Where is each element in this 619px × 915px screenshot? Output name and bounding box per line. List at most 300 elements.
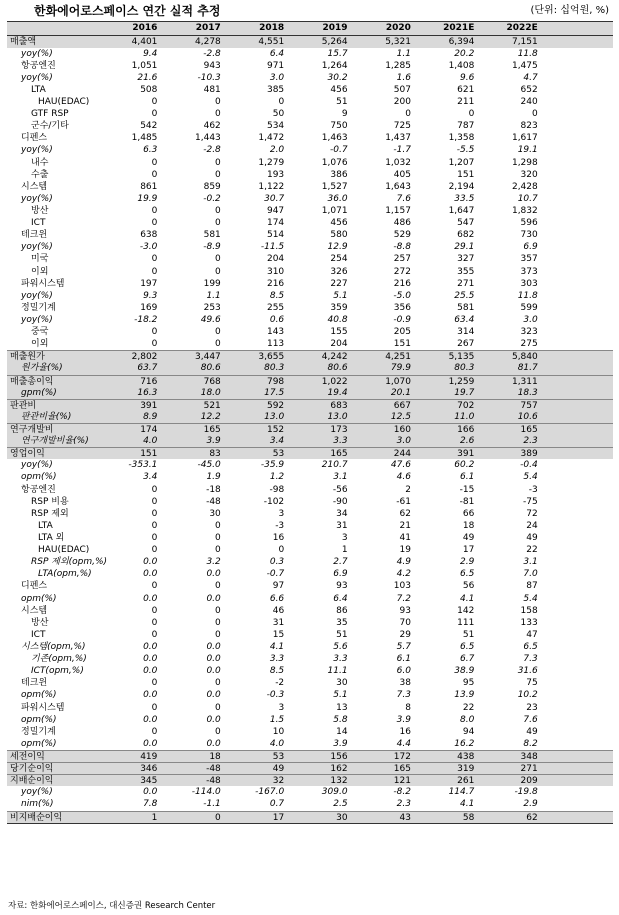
value-cell: 0 [215,605,221,616]
row-label: yoy(%) [21,787,53,798]
value-cell: 5.4 [523,472,538,483]
page-title: 한화에어로스페이스 연간 실적 추정 [34,4,221,18]
value-cell: 9 [341,109,348,120]
row-label: 방산 [31,617,49,628]
value-cell: 8.5 [269,290,285,301]
value-cell: 0 [151,702,158,713]
value-cell: 49.6 [200,315,221,326]
value-cell: 0.0 [206,593,221,604]
value-cell: -2 [275,678,285,689]
row-label: yoy(%) [21,315,53,326]
value-cell: 10.6 [517,411,538,422]
value-cell: 0 [215,545,221,556]
value-cell: 33.5 [454,193,475,204]
table-row [7,169,613,181]
value-cell: -3 [528,484,538,495]
value-cell: 62 [399,508,411,519]
value-cell: 3.9 [206,436,221,447]
value-cell: 38 [399,678,411,689]
value-cell: 2,428 [511,181,538,192]
value-cell: 0.0 [143,569,158,580]
row-label: 지배순이익 [10,776,54,787]
value-cell: 3.4 [143,472,158,483]
value-cell: 9.4 [143,48,158,59]
value-cell: 0.0 [206,666,221,677]
row-label: opm(%) [21,690,57,701]
table-row [7,144,613,156]
value-cell: 0.0 [143,641,158,652]
value-cell: -3.0 [139,242,158,253]
value-cell: 160 [393,425,411,435]
value-cell: -2.8 [203,145,221,156]
value-cell: 267 [457,339,475,350]
value-cell: 261 [457,776,475,787]
value-cell: 861 [140,181,158,192]
value-cell: 0 [151,218,158,229]
table-row [7,290,613,302]
table-row [7,60,613,72]
value-cell: 271 [457,278,475,289]
row-label: 연구개발비 [10,425,54,435]
row-label: LTA 외 [38,532,65,543]
value-cell: 1 [341,545,348,556]
value-cell: 599 [520,302,538,313]
row-label: 군수/기타 [31,121,69,132]
value-cell: 16 [399,726,411,737]
value-cell: 43 [399,812,411,823]
value-cell: 4,401 [131,36,158,47]
value-cell: 29 [399,629,411,640]
value-cell: 0 [151,605,158,616]
value-cell: 80.6 [327,363,348,374]
table-row [7,750,613,762]
value-cell: 529 [393,230,411,241]
value-cell: -18.2 [134,315,158,326]
value-cell: 4.0 [269,738,285,749]
value-cell: 11.0 [454,411,475,422]
value-cell: 456 [330,218,348,229]
value-cell: 1,157 [385,206,411,217]
value-cell: -102 [263,496,285,507]
row-label: 매출액 [10,36,37,47]
value-cell: 0 [151,532,158,543]
value-cell: 3 [278,702,285,713]
value-cell: 1,475 [511,60,538,71]
value-cell: 9.3 [143,290,158,301]
row-label: yoy(%) [21,145,53,156]
value-cell: 244 [393,449,411,460]
value-cell: 481 [203,84,221,95]
value-cell: 0 [151,617,158,628]
value-cell: 6.9 [333,569,348,580]
value-cell: 63.4 [454,315,475,326]
value-cell: -11.5 [260,242,285,253]
header-year: 2022E [506,23,538,33]
value-cell: 385 [266,84,285,95]
value-cell: 0 [151,339,158,350]
value-cell: 81.7 [517,363,538,374]
value-cell: 211 [457,97,475,108]
value-cell: 62 [526,812,538,823]
value-cell: 2,802 [131,352,158,363]
row-label: LTA(opm,%) [38,569,92,580]
row-label: yoy(%) [21,242,53,253]
value-cell: 8.9 [143,411,158,422]
value-cell: 1,437 [385,133,411,144]
table-row [7,556,613,568]
row-label: 파워시스템 [21,278,65,289]
value-cell: 152 [266,425,285,435]
value-cell: 3.3 [333,436,348,447]
value-cell: 151 [140,449,158,460]
value-cell: 113 [266,339,285,350]
value-cell: 1,285 [385,60,411,71]
value-cell: -90 [332,496,348,507]
value-cell: 7,151 [511,36,538,47]
value-cell: 7.2 [396,593,411,604]
value-cell: 19.9 [137,193,158,204]
value-cell: 155 [330,327,348,338]
value-cell: -8.9 [203,242,221,253]
table-row [7,108,613,120]
table-row [7,786,613,798]
value-cell: -3 [275,520,285,531]
value-cell: 10.2 [517,690,538,701]
value-cell: 56 [462,581,475,592]
value-cell: 638 [140,230,158,241]
value-cell: 1,643 [385,181,411,192]
row-label: RSP 제외 [31,508,69,519]
value-cell: 17 [272,812,285,823]
value-cell: 0 [215,169,221,180]
value-cell: 8.2 [523,738,538,749]
row-label: 정밀기계 [21,726,56,737]
value-cell: 60.2 [454,460,475,471]
table-row [7,629,613,641]
value-cell: 1,259 [448,376,475,387]
value-cell: 581 [203,230,221,241]
value-cell: 592 [266,400,285,411]
value-cell: 49 [526,726,538,737]
value-cell: 151 [393,339,411,350]
value-cell: 165 [520,425,538,435]
value-cell: 3.4 [269,436,285,447]
value-cell: 36.0 [327,193,348,204]
row-label: 판관비 [10,400,37,411]
header-year: 2020 [385,23,411,33]
value-cell: -61 [396,496,411,507]
value-cell: 508 [140,84,158,95]
value-cell: 0.0 [143,666,158,677]
value-cell: 534 [266,121,285,132]
value-cell: 0 [215,726,221,737]
row-label: 원가율(%) [21,363,63,374]
value-cell: 70 [399,617,411,628]
value-cell: 1,443 [195,133,221,144]
value-cell: 6.3 [143,145,158,156]
value-cell: 1.5 [269,714,285,725]
value-cell: 20.1 [390,387,411,398]
value-cell: 3,655 [258,352,285,363]
value-cell: 0 [151,254,158,265]
value-cell: 216 [266,278,285,289]
value-cell: 0 [215,109,221,120]
value-cell: 0 [215,97,221,108]
table-row [7,302,613,314]
value-cell: 1,207 [448,157,475,168]
table-row [7,132,613,144]
value-cell: 8.0 [460,714,475,725]
row-label: 디펜스 [21,133,48,144]
value-cell: -81 [459,496,475,507]
value-cell: 94 [462,726,475,737]
value-cell: 373 [520,266,538,277]
value-cell: 46 [272,605,285,616]
row-label: opm(%) [21,472,57,483]
table-row [7,471,613,483]
value-cell: 24 [526,520,538,531]
value-cell: 4.1 [460,799,475,810]
value-cell: 18.3 [517,387,538,398]
value-cell: 787 [457,121,475,132]
value-cell: 386 [330,169,348,180]
value-cell: 5.1 [333,690,348,701]
row-label: 항공엔진 [21,60,56,71]
value-cell: 798 [266,376,285,387]
value-cell: 31 [336,520,348,531]
row-label: 시스템 [21,605,48,616]
value-cell: 346 [140,764,158,775]
value-cell: 97 [272,581,285,592]
unit-note: (단위: 십억원, %) [530,5,609,16]
value-cell: 32 [272,776,285,787]
value-cell: 0 [405,109,411,120]
row-label: 비지배순이익 [10,812,63,823]
value-cell: 158 [520,605,538,616]
value-cell: 47 [526,629,538,640]
value-cell: 326 [330,266,348,277]
table-row [7,96,613,108]
value-cell: 162 [330,764,348,775]
value-cell: 22 [526,545,538,556]
table-row [7,447,613,459]
value-cell: 72 [526,508,538,519]
value-cell: 1,298 [511,157,538,168]
table-row [7,72,613,84]
row-label: gpm(%) [21,387,57,398]
value-cell: -56 [332,484,348,495]
row-label: RSP 비용 [31,496,69,507]
value-cell: 0 [215,629,221,640]
value-cell: 199 [203,278,221,289]
value-cell: -15 [459,484,475,495]
value-cell: 730 [520,230,538,241]
row-label: opm(%) [21,738,57,749]
value-cell: -0.2 [203,193,221,204]
value-cell: 240 [520,97,538,108]
value-cell: 169 [140,302,158,313]
value-cell: -75 [523,496,538,507]
value-cell: 12.9 [327,242,348,253]
value-cell: 356 [393,302,411,313]
value-cell: 6.0 [396,666,411,677]
table-row [7,520,613,532]
value-cell: 165 [203,425,221,435]
value-cell: 1,647 [448,206,475,217]
row-label: yoy(%) [21,460,53,471]
value-cell: 172 [393,751,411,762]
value-cell: 16.3 [137,387,158,398]
row-label: 디펜스 [21,581,48,592]
value-cell: 0 [215,581,221,592]
value-cell: 66 [462,508,475,519]
value-cell: 3 [278,508,285,519]
value-cell: 8.5 [269,666,285,677]
row-label: 테크윈 [21,678,48,689]
value-cell: 23 [526,702,538,713]
value-cell: 13.0 [264,411,285,422]
value-cell: 357 [520,254,538,265]
value-cell: 2.6 [460,436,475,447]
value-cell: 80.6 [200,363,221,374]
value-cell: 309.0 [321,787,348,798]
value-cell: 0.0 [206,738,221,749]
value-cell: 16.2 [454,738,475,749]
value-cell: 716 [140,376,158,387]
table-row [7,399,613,411]
value-cell: 1,022 [321,376,348,387]
value-cell: 521 [203,400,221,411]
value-cell: -167.0 [255,787,285,798]
value-cell: -19.8 [514,787,538,798]
row-label: 세전이익 [10,751,45,762]
value-cell: 0 [151,109,158,120]
value-cell: 4.2 [396,569,411,580]
table-row [7,253,613,265]
table-row [7,580,613,592]
value-cell: 419 [140,751,158,762]
value-cell: 2.3 [523,436,538,447]
value-cell: 3.3 [269,654,285,665]
header-label-cell [7,22,97,35]
earnings-table [7,21,613,824]
value-cell: 5.6 [333,641,348,652]
value-cell: 4,242 [321,352,348,363]
row-label: yoy(%) [21,290,53,301]
value-cell: 210.7 [321,460,348,471]
table-row [7,689,613,701]
value-cell: 7.6 [396,193,411,204]
value-cell: 6.1 [460,472,475,483]
value-cell: 51 [462,629,475,640]
value-cell: 216 [393,278,411,289]
value-cell: 0 [151,157,158,168]
value-cell: 0 [215,327,221,338]
value-cell: 0 [278,545,285,556]
value-cell: 10.7 [517,193,538,204]
value-cell: 0 [151,508,158,519]
table-row [7,653,613,665]
value-cell: -5.5 [456,145,475,156]
value-cell: 0.0 [143,557,158,568]
value-cell: 0 [151,496,158,507]
row-label: 시스템 [21,181,48,192]
value-cell: 227 [330,278,348,289]
value-cell: 462 [203,121,221,132]
value-cell: 303 [520,278,538,289]
value-cell: 1,311 [511,376,538,387]
value-cell: 4.6 [396,472,411,483]
table-row [7,48,613,60]
value-cell: 0.6 [269,315,285,326]
value-cell: 859 [203,181,221,192]
value-cell: 621 [457,84,475,95]
value-cell: 93 [336,581,348,592]
value-cell: 1 [151,812,158,823]
value-cell: 18 [209,751,221,762]
value-cell: 0 [151,169,158,180]
value-cell: 51 [336,629,348,640]
value-cell: 0 [151,678,158,689]
value-cell: -10.3 [197,72,221,83]
value-cell: 456 [330,84,348,95]
table-row [7,314,613,326]
value-cell: 6.4 [333,593,348,604]
value-cell: 947 [266,206,285,217]
value-cell: 0.7 [269,799,285,810]
value-cell: -0.7 [266,569,285,580]
value-cell: 581 [457,302,475,313]
table-row [7,229,613,241]
value-cell: 7.3 [523,654,538,665]
row-label: RSP 제외(opm,%) [31,557,108,568]
row-label: 매출총이익 [10,376,54,387]
value-cell: 1,472 [258,133,285,144]
table-row [7,266,613,278]
table-row [7,375,613,387]
row-label: 시스템(opm,%) [21,641,86,652]
value-cell: 204 [330,339,348,350]
value-cell: 6.5 [460,641,475,652]
value-cell: 7.3 [396,690,411,701]
value-cell: 2,194 [448,181,475,192]
value-cell: 4.7 [523,72,538,83]
table-row [7,484,613,496]
value-cell: 0 [215,339,221,350]
row-label: ICT [31,629,46,640]
value-cell: -98 [269,484,285,495]
value-cell: -5.0 [393,290,411,301]
value-cell: 174 [266,218,285,229]
value-cell: 486 [393,218,411,229]
value-cell: 3 [341,532,348,543]
table-row [7,811,613,823]
value-cell: 6.5 [460,569,475,580]
value-cell: 682 [457,230,475,241]
value-cell: 197 [140,278,158,289]
value-cell: 0.0 [143,654,158,665]
table-row [7,350,613,362]
value-cell: 310 [266,266,285,277]
value-cell: 5.8 [333,714,348,725]
value-cell: 725 [393,121,411,132]
value-cell: 359 [330,302,348,313]
value-cell: 15 [272,629,285,640]
value-cell: 355 [457,266,475,277]
value-cell: 1.1 [206,290,221,301]
value-cell: 17.5 [264,387,285,398]
value-cell: 6.1 [396,654,411,665]
